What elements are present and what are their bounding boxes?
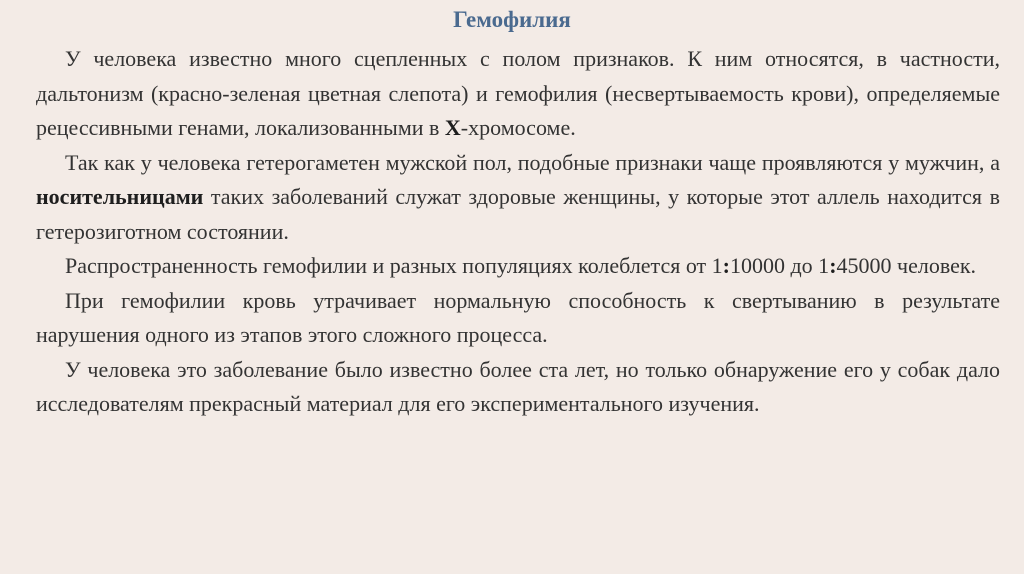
paragraph-text: Распространенность гемофилии и разных популяциях колеблется от 1 [65,253,723,278]
paragraph-carriers [36,146,1000,250]
paragraph-text: 10000 до 1 [729,253,830,278]
slide-title: Гемофилия [453,7,571,32]
paragraph-text: Так как у человека гетерогаметен мужской пол, подобные признаки чаще проявляются у мужчин, а [65,149,1000,175]
paragraph-coagulation [36,284,1000,353]
paragraph-text: -хромосоме. [460,115,576,140]
paragraph-text: У человека известно много сцепленных с полом признаков. К ним относятся, в частности, дальтонизм (красно-зеленая цветная слепота) и гемофилия (несвертываемость крови), определяемые рецессивными генами, локализованными в [36,46,1000,140]
slide-body [36,42,1000,422]
paragraph-sex-linked-traits [36,42,1000,146]
paragraph-text: При гемофилии кровь утрачивает нормальную способность к свертыванию в результате нарушения одного из этапов этого сложного процесса. [36,287,1000,347]
paragraph-text: 45000 человек. [836,253,977,278]
paragraph-prevalence [36,249,1000,284]
paragraph-text: У человека это заболевание было известно более ста лет, но только обнаружение его у собак дало исследователям прекрасный материал для его экспериментального изучения. [36,356,1000,416]
ratio-colon: : [829,253,837,278]
x-chromosome-letter: Х [444,115,461,140]
paragraph-history [36,353,1000,422]
ratio-colon: : [722,253,730,278]
paragraph-text: таких заболеваний служат здоровые женщины, у которые этот аллель находится в гетерозиготном состоянии. [36,184,1000,244]
carriers-term: носительницами [36,184,204,209]
